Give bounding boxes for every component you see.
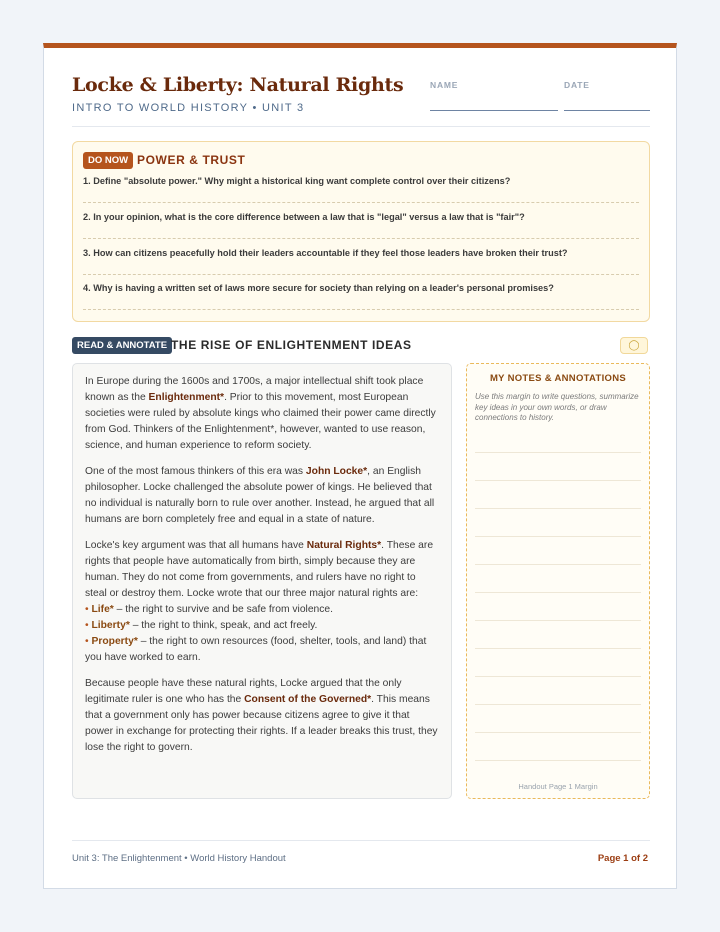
note-line[interactable]: [475, 536, 641, 537]
question-1: 1. Define "absolute power." Why might a historical king want complete control over their citizens?: [83, 176, 511, 186]
bullet-icon: •: [85, 604, 89, 615]
do-now-box: [72, 141, 650, 322]
lightbulb-icon[interactable]: ◯: [620, 337, 648, 354]
footer-divider: [72, 840, 650, 841]
term-enlightenment: Enlightenment*: [148, 392, 225, 403]
note-line[interactable]: [475, 508, 641, 509]
note-line[interactable]: [475, 452, 641, 453]
note-line[interactable]: [475, 648, 641, 649]
reading-heading: THE RISE OF ENLIGHTENMENT IDEAS: [171, 338, 412, 352]
date-field[interactable]: [564, 80, 590, 90]
name-label: NAME: [430, 80, 459, 90]
notes-footer: Handout Page 1 Margin: [518, 782, 598, 791]
page-number: Page 1 of 2: [597, 853, 648, 864]
note-line[interactable]: [475, 480, 641, 481]
paragraph-4: Because people have these natural rights, Locke argued that the only legitimate ruler is one who has the Consent of the Governed*. This means that a government only has power because citizens agree to give it that power in exchange for protecting their rights. If a leader breaks this trust, they lose the right to govern.: [85, 678, 438, 753]
name-field[interactable]: [430, 80, 458, 90]
header-divider: [72, 126, 650, 127]
note-line[interactable]: [475, 620, 641, 621]
answer-line-2[interactable]: [83, 238, 639, 239]
right-life: Life*: [91, 604, 114, 615]
answer-line-4[interactable]: [83, 309, 639, 310]
answer-line-1[interactable]: [83, 202, 639, 203]
page-subtitle: INTRO TO WORLD HISTORY • UNIT 3: [72, 102, 305, 114]
term-john-locke: John Locke*: [305, 466, 368, 477]
footer-left: Unit 3: The Enlightenment • World History Handout: [72, 853, 286, 864]
name-line[interactable]: [430, 110, 558, 111]
note-line[interactable]: [475, 676, 641, 677]
bullet-icon: •: [85, 620, 89, 631]
do-now-heading: POWER & TRUST: [137, 153, 246, 167]
term-natural-rights: Natural Rights*: [306, 540, 382, 551]
note-line[interactable]: [475, 564, 641, 565]
note-line[interactable]: [475, 760, 641, 761]
question-4: 4. Why is having a written set of laws more secure for society than relying on a leader's personal promises?: [83, 283, 554, 293]
read-annotate-badge: READ & ANNOTATE: [72, 337, 172, 354]
note-line[interactable]: [475, 704, 641, 705]
answer-line-3[interactable]: [83, 274, 639, 275]
paragraph-3: Locke's key argument was that all humans have Natural Rights*. These are rights that people have automatically from birth, simply because they are human. They do not come from governments, and rulers have no right to steal or destroy them. Locke wrote that our three major natural rights are: • Life* – the right to survive and be safe from violence. • Liberty* – the right to think, speak, and act freely. • Property* – the right to own resources (food, shelter, tools, and land) that you have worked to earn.: [85, 540, 434, 663]
paragraph-2: One of the most famous thinkers of this era was John Locke*, an English philosopher. Locke challenged the absolute power of kings. He believed that no individual is naturally born to rule over another. Instead, he argued that all humans are born completely free and equal in a state of nature.: [85, 466, 435, 525]
date-label: DATE: [564, 80, 590, 90]
notes-instructions: Use this margin to write questions, summarize key ideas in your own words, or draw connections to history.: [475, 392, 639, 422]
note-line[interactable]: [475, 592, 641, 593]
right-property: Property*: [91, 636, 138, 647]
date-line[interactable]: [564, 110, 650, 111]
do-now-badge: DO NOW: [83, 152, 133, 169]
notes-margin[interactable]: [466, 363, 650, 799]
reading-passage: [72, 363, 452, 799]
note-line[interactable]: [475, 732, 641, 733]
paragraph-1: In Europe during the 1600s and 1700s, a major intellectual shift took place known as the Enlightenment*. Prior to this movement, most European societies were ruled by absolute kings who claimed their power came directly from God. Thinkers of the Enlightenment*, however, wanted to use reason, science, and human experience to reform society.: [85, 376, 436, 451]
notes-title: MY NOTES & ANNOTATIONS: [489, 373, 627, 384]
page-title: Locke & Liberty: Natural Rights: [72, 74, 404, 96]
worksheet-page: [43, 43, 677, 889]
term-consent-of-governed: Consent of the Governed*: [244, 694, 372, 705]
question-3: 3. How can citizens peacefully hold their leaders accountable if they feel those leaders have broken their trust?: [83, 248, 568, 258]
worksheet-header: [72, 70, 650, 128]
question-2: 2. In your opinion, what is the core difference between a law that is "legal" versus a law that is "fair"?: [83, 212, 525, 222]
bullet-icon: •: [85, 636, 89, 647]
right-liberty: Liberty*: [91, 620, 130, 631]
